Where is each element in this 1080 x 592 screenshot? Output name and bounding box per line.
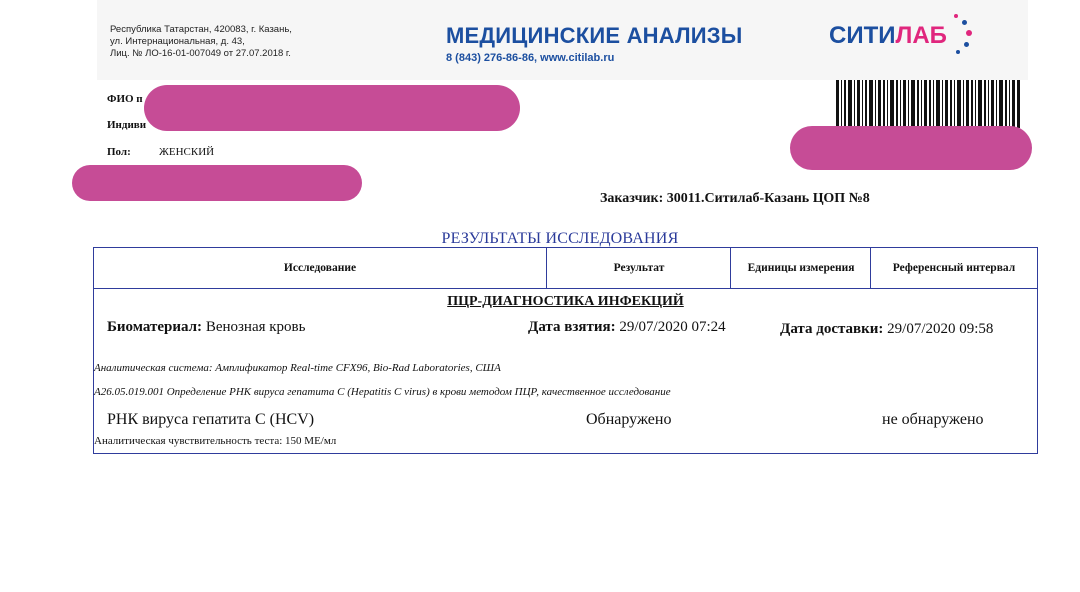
license-line: Лиц. № ЛО-16-01-007049 от 27.07.2018 г.: [110, 48, 291, 59]
collection-date-label: Дата взятия:: [528, 319, 616, 335]
barcode: [836, 80, 1020, 128]
result-value: Обнаружено: [586, 411, 672, 428]
citilab-logo: [829, 22, 947, 50]
fio-label: ФИО п: [107, 93, 143, 105]
test-sensitivity: Аналитическая чувствительность теста: 150 МЕ/мл: [94, 435, 337, 447]
header-units: Единицы измерения: [730, 248, 871, 288]
header-result: Результат: [546, 248, 731, 288]
address-line-2: ул. Интернациональная, д. 43,: [110, 36, 245, 47]
patient-id-label: Индиви: [107, 119, 147, 131]
sex-value: ЖЕНСКИЙ: [159, 146, 215, 158]
clinic-address: [110, 24, 292, 60]
customer-line: Заказчик: 30011.Ситилаб-Казань ЦОП №8: [600, 191, 870, 206]
section-title: ПЦР-ДИАГНОСТИКА ИНФЕКЦИЙ: [447, 294, 684, 309]
redaction-barcode-number: [790, 126, 1032, 170]
delivery-date: [780, 319, 1010, 340]
collection-date-value: 29/07/2020 07:24: [619, 319, 726, 335]
delivery-date-label: Дата доставки:: [780, 321, 884, 337]
analytic-system: Аналитическая система: Амплификатор Real-time CFX96, Bio-Rad Laboratories, США: [94, 362, 501, 374]
redaction-birthdate: [72, 165, 362, 201]
results-table-header: [93, 247, 1038, 289]
collection-date: [528, 319, 726, 336]
brand-title: МЕДИЦИНСКИЕ АНАЛИЗЫ: [446, 23, 743, 48]
logo-dots-icon: [952, 12, 976, 58]
analyte-name: РНК вируса гепатита С (HCV): [107, 411, 315, 428]
header-reference: Референсный интервал: [870, 248, 1037, 288]
biomaterial-value: Венозная кровь: [205, 319, 306, 335]
results-table-body: [93, 289, 1038, 454]
results-title: РЕЗУЛЬТАТЫ ИССЛЕДОВАНИЯ: [441, 230, 679, 247]
biomaterial: [107, 319, 305, 336]
redaction-patient-name: [144, 85, 520, 131]
address-line-1: Республика Татарстан, 420083, г. Казань,: [110, 24, 292, 35]
sex-label: Пол:: [107, 146, 131, 158]
logo-text-part-1: СИТИ: [829, 22, 896, 49]
delivery-date-value: 29/07/2020 09:58: [887, 321, 994, 337]
header-study: Исследование: [283, 261, 357, 274]
brand-contacts: 8 (843) 276-86-86, www.citilab.ru: [446, 52, 615, 64]
logo-text-part-2: ЛАБ: [895, 22, 947, 49]
method-description: А26.05.019.001 Определение РНК вируса гепатита С (Hepatitis C virus) в крови методом ПЦР, качественное исследование: [94, 386, 671, 398]
biomaterial-label: Биоматериал:: [107, 319, 203, 335]
reference-value: не обнаружено: [882, 411, 984, 428]
